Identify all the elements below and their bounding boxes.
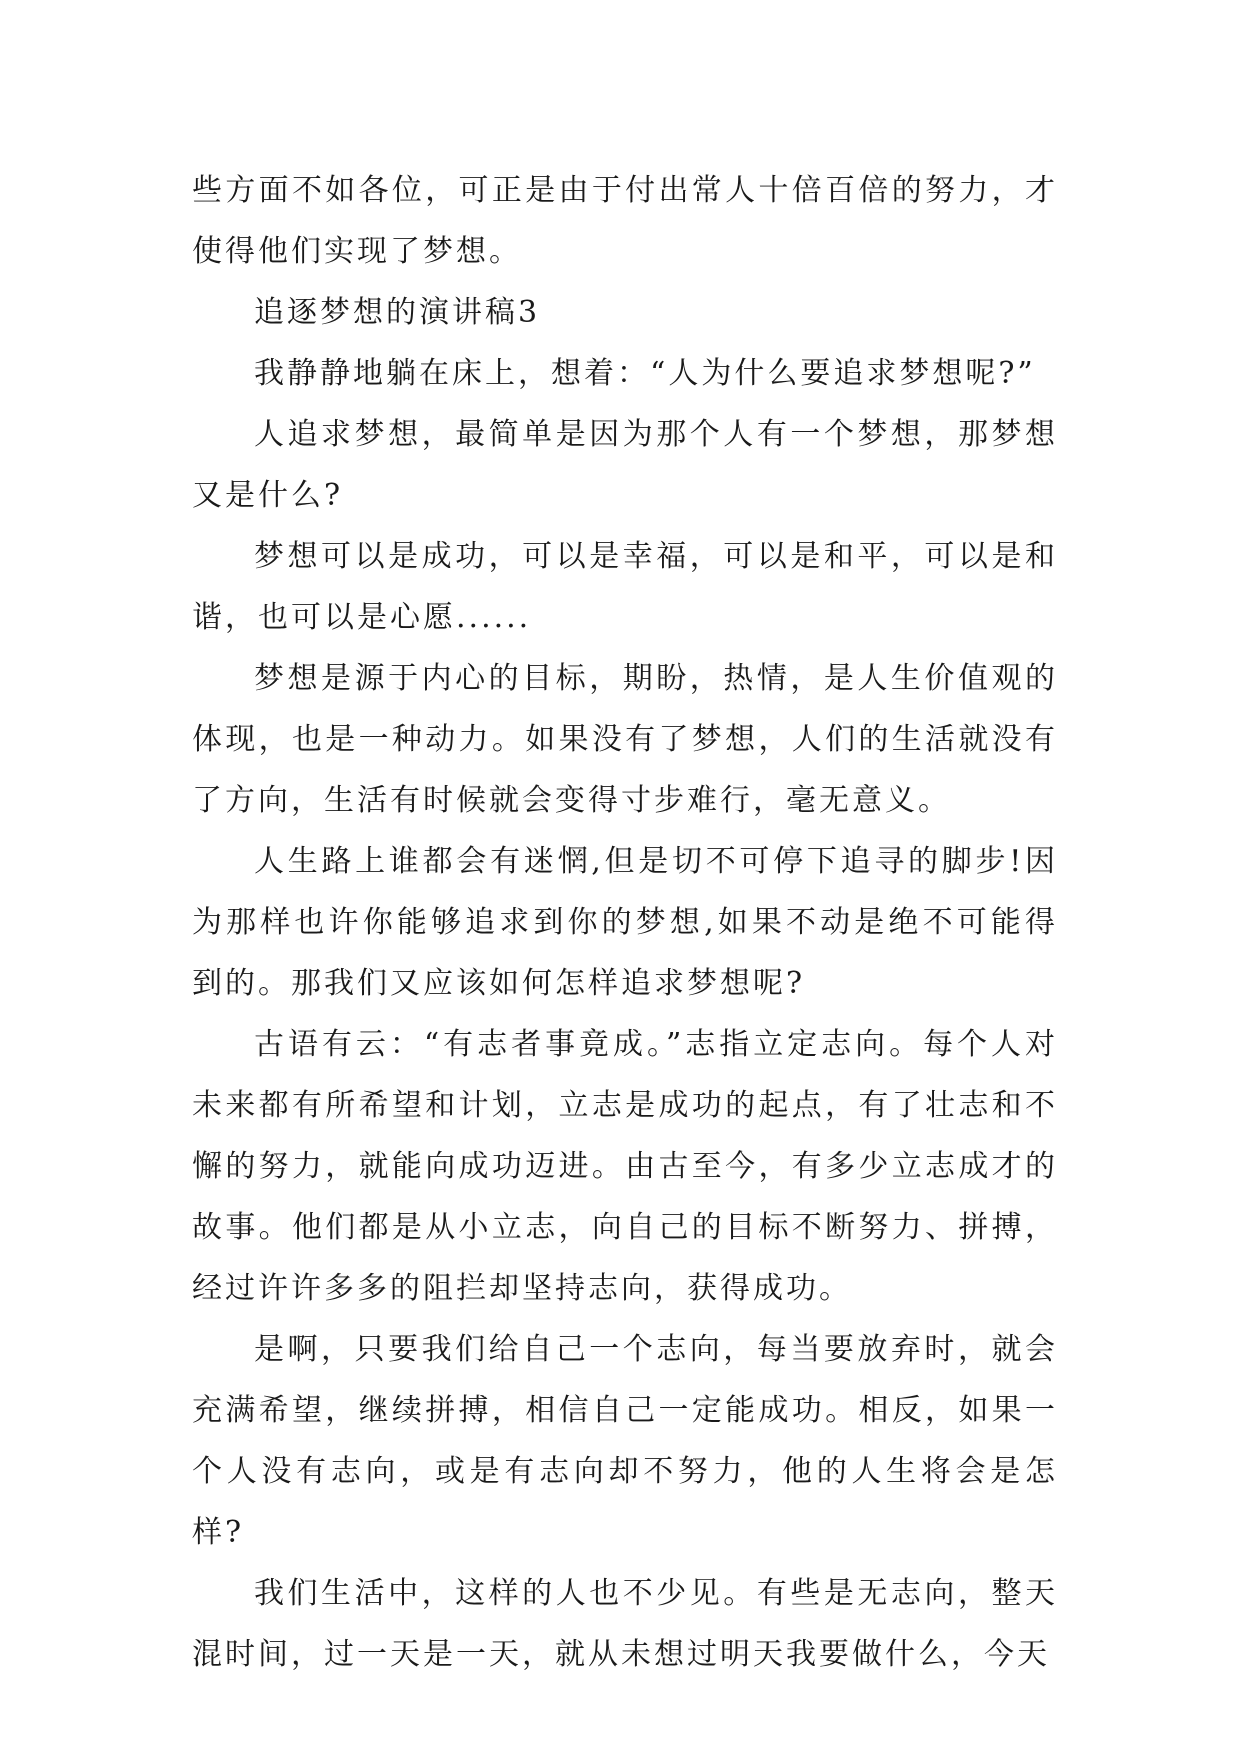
- paragraph: 人追求梦想，最简单是因为那个人有一个梦想，那梦想又是什么?: [192, 417, 1058, 513]
- paragraph: 我静静地躺在床上，想着：“人为什么要追求梦想呢?”: [254, 356, 1036, 391]
- paragraph: 我们生活中，这样的人也不少见。有些是无志向，整天混时间，过一天是一天，就从未想过明天我要做什么，今天: [192, 1576, 1058, 1672]
- paragraph: 梦想可以是成功，可以是幸福，可以是和平，可以是和谐，也可以是心愿......: [192, 539, 1058, 635]
- paragraph: 是啊，只要我们给自己一个志向，每当要放弃时，就会充满希望，继续拼搏，相信自己一定能成功。相反，如果一个人没有志向，或是有志向却不努力，他的人生将会是怎样?: [192, 1332, 1058, 1550]
- document-body: [192, 160, 1058, 1685]
- paragraph: 梦想是源于内心的目标，期盼，热情，是人生价值观的体现，也是一种动力。如果没有了梦想，人们的生活就没有了方向，生活有时候就会变得寸步难行，毫无意义。: [192, 661, 1058, 818]
- paragraph: 古语有云：“有志者事竟成。”志指立定志向。每个人对未来都有所希望和计划，立志是成功的起点，有了壮志和不懈的努力，就能向成功迈进。由古至今，有多少立志成才的故事。他们都是从小立志，向自己的目标不断努力、拼搏，经过许许多多的阻拦却坚持志向，获得成功。: [192, 1027, 1058, 1306]
- paragraph: 些方面不如各位，可正是由于付出常人十倍百倍的努力，才使得他们实现了梦想。: [192, 173, 1058, 269]
- paragraph: 人生路上谁都会有迷惘,但是切不可停下追寻的脚步!因为那样也许你能够追求到你的梦想,如果不动是绝不可能得到的。那我们又应该如何怎样追求梦想呢?: [192, 844, 1058, 1001]
- section-heading: 追逐梦想的演讲稿3: [254, 295, 541, 330]
